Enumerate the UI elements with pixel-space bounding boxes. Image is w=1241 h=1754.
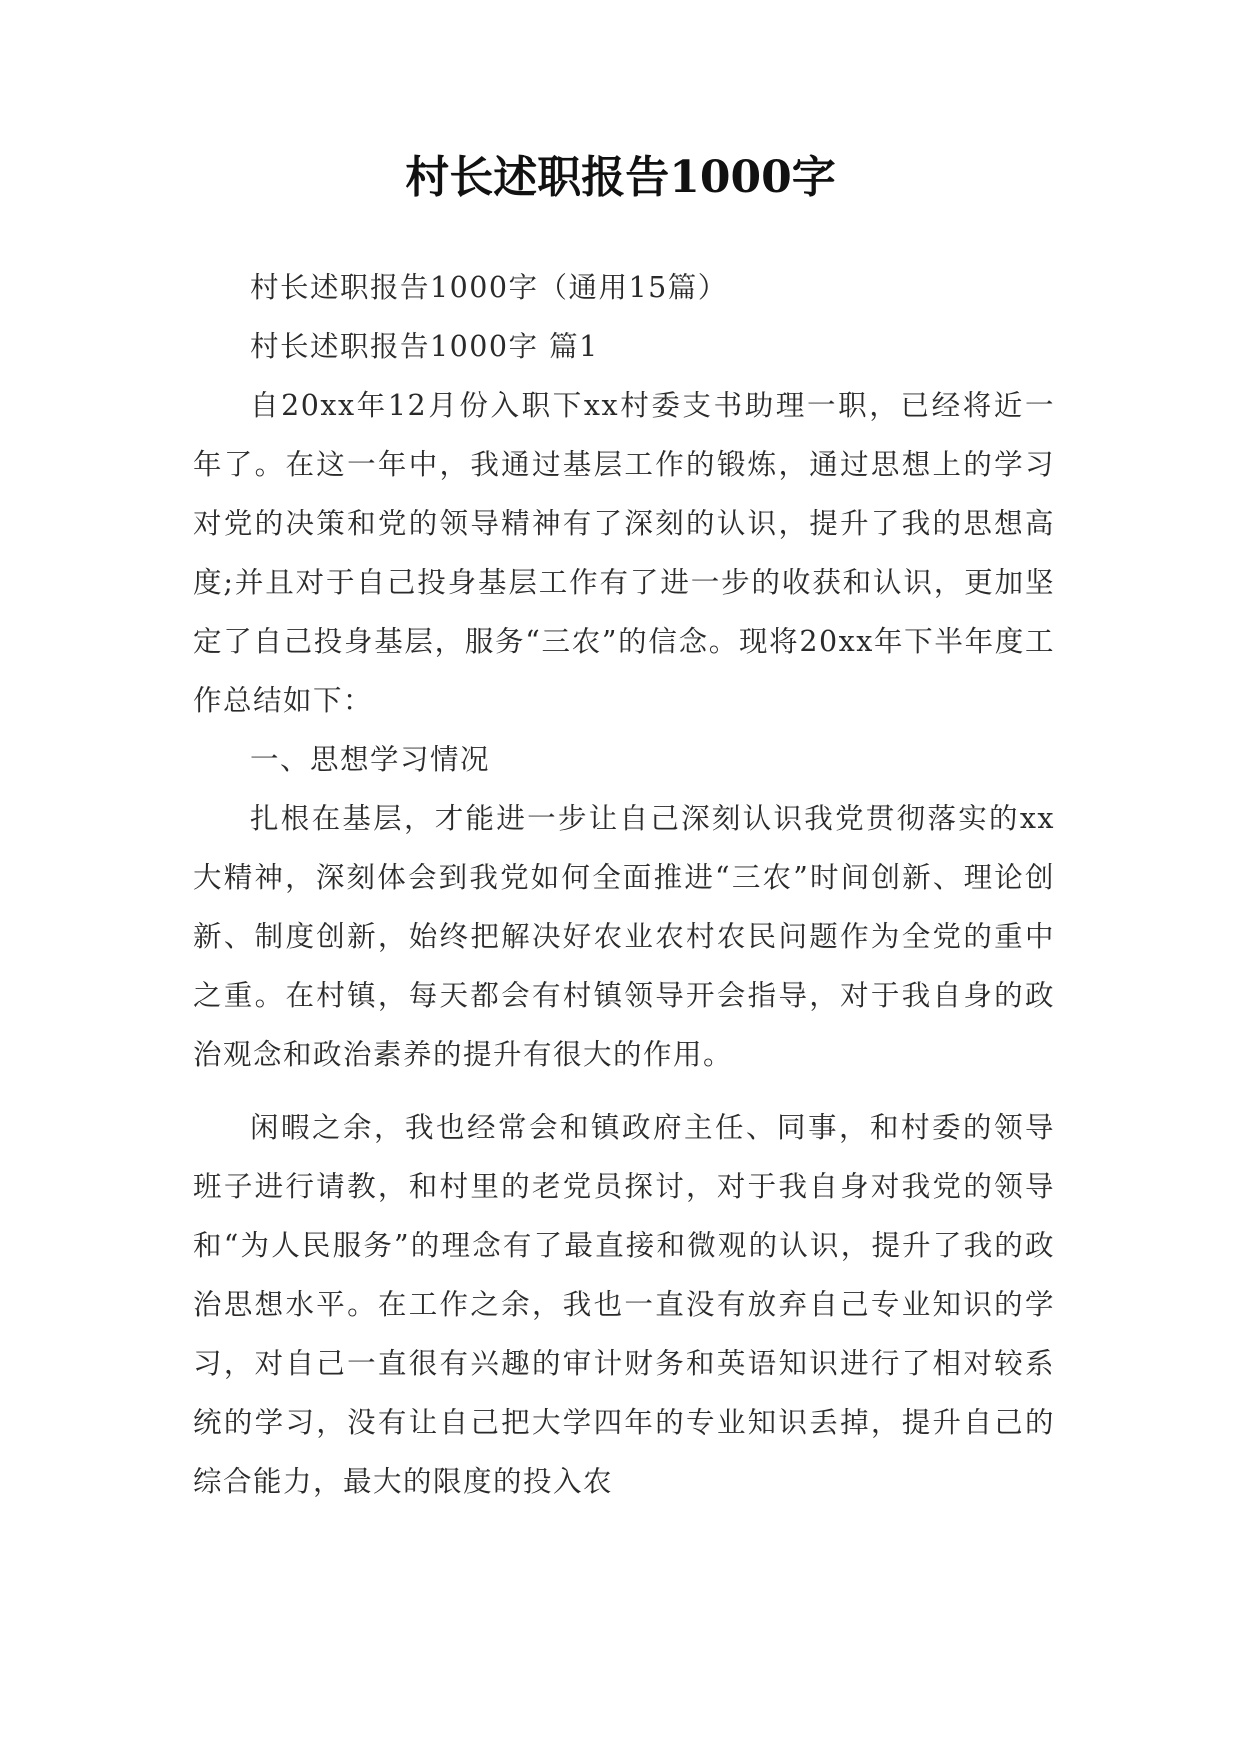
paragraph: 扎根在基层，才能进一步让自己深刻认识我党贯彻落实的xx大精神，深刻体会到我党如何全面推进“三农”时间创新、理论创新、制度创新，始终把解决好农业农村农民问题作为全党的重中之重。在村镇，每天都会有村镇领导开会指导，对于我自身的政治观念和政治素养的提升有很大的作用。 (193, 802, 1055, 1071)
document-subtitle: 村长述职报告1000字（通用15篇） (250, 271, 728, 304)
section-heading: 村长述职报告1000字 篇1 (250, 330, 599, 363)
document-body (193, 258, 1055, 1511)
paragraph: 自20xx年12月份入职下xx村委支书助理一职，已经将近一年了。在这一年中，我通过基层工作的锻炼，通过思想上的学习对党的决策和党的领导精神有了深刻的认识，提升了我的思想高度;并且对于自己投身基层工作有了进一步的收获和认识，更加坚定了自己投身基层，服务“三农”的信念。现将20xx年下半年度工作总结如下： (193, 389, 1055, 717)
document-title: 村长述职报告1000字 (405, 152, 836, 203)
paragraph: 闲暇之余，我也经常会和镇政府主任、同事，和村委的领导班子进行请教，和村里的老党员探讨，对于我自身对我党的领导和“为人民服务”的理念有了最直接和微观的认识，提升了我的政治思想水平。在工作之余，我也一直没有放弃自己专业知识的学习，对自己一直很有兴趣的审计财务和英语知识进行了相对较系统的学习，没有让自己把大学四年的专业知识丢掉，提升自己的综合能力，最大的限度的投入农 (193, 1111, 1055, 1498)
section-heading: 一、思想学习情况 (250, 743, 491, 776)
